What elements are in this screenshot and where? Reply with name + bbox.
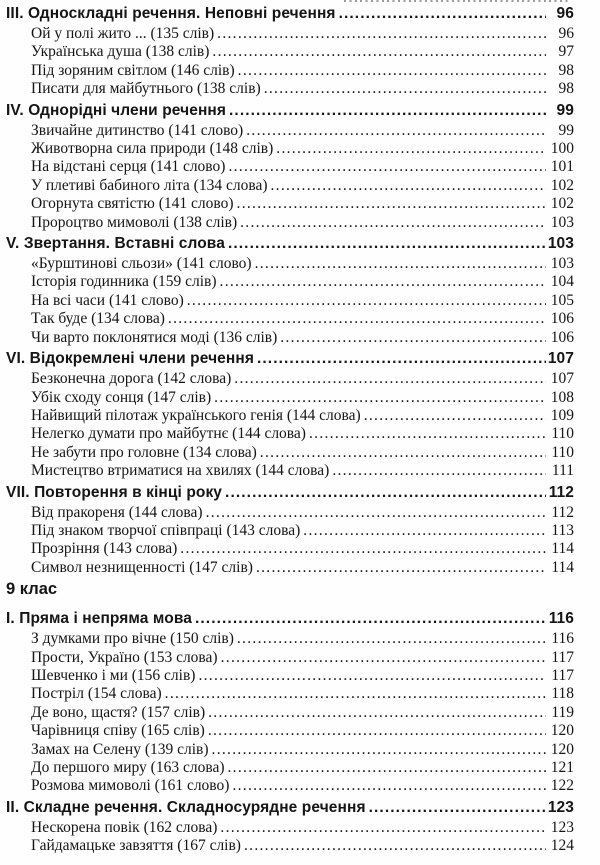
toc-section [6,349,574,480]
dot-leader [240,214,546,232]
toc-item [6,504,574,522]
toc-item-page-number: 103 [550,213,574,231]
section-header-page-number: 116 [548,610,574,628]
toc-item [6,630,574,648]
toc-item [6,389,574,407]
toc-item [6,177,574,195]
toc-item-page-number: 108 [550,388,574,406]
toc-item [6,837,574,855]
toc-section [6,609,574,796]
toc-item-page-number: 102 [550,195,574,213]
toc-item-page-number: 121 [550,759,574,776]
dot-leader [208,722,546,740]
toc-item-page-number: 117 [551,666,574,684]
toc-item [6,195,574,213]
toc-item-title: Мистецтво втриматися на хвилях (144 слова) [31,462,330,480]
toc-item-title: Так буде (134 слова) [31,310,165,328]
dot-leader [237,195,546,213]
dot-leader [228,759,547,777]
section-header [6,234,574,253]
toc-item-title: Постріл (154 слова) [31,685,162,703]
toc-item-title: Чи варто поклонятися моді (136 слів) [31,328,278,346]
section-header-page-number: 103 [547,235,574,253]
section-header-page-number: 107 [547,350,574,368]
toc-section [6,101,574,232]
dot-leader [255,255,546,273]
dot-leader [238,62,546,80]
dot-leader [221,649,546,667]
toc-item-page-number: 104 [550,273,574,291]
toc-item-page-number: 119 [551,703,574,721]
dot-leader [180,540,546,558]
toc-item-page-number: 98 [558,80,574,98]
toc-item-title: Гайдамацьке завзяття (167 слів) [31,837,241,855]
toc-item-page-number: 123 [550,818,574,836]
toc-list [6,4,574,856]
toc-item-page-number: 97 [558,43,574,61]
toc-item-title: Писати для майбутнього (138 слів) [31,80,261,98]
dot-leader [208,704,546,722]
toc-section [6,4,574,99]
toc-item-page-number: 98 [558,61,574,79]
toc-item [6,540,574,558]
toc-item-page-number: 101 [550,158,574,176]
toc-item [6,819,574,837]
toc-item-page-number: 113 [551,521,574,539]
toc-item [6,777,574,795]
toc-item [6,704,574,722]
toc-item-page-number: 105 [550,291,574,309]
section-header-title: II. Складне речення. Складносурядне речення [6,798,366,816]
toc-item [6,329,574,347]
dot-leader [195,609,546,628]
section-header [6,101,574,120]
toc-item-page-number: 110 [551,443,574,461]
dot-leader [217,25,546,43]
toc-item [6,255,574,273]
toc-item-title: На всі часи (141 слово) [31,291,184,309]
toc-item-page-number: 102 [550,176,574,194]
toc-item-page-number: 106 [550,328,574,346]
toc-item [6,522,574,540]
toc-item-title: Шевченко і ми (156 слів) [31,666,196,684]
toc-item-title: У плетиві бабиного літа (134 слова) [31,176,268,194]
toc-item-page-number: 109 [550,406,574,424]
toc-item-title: Українська душа (138 слів) [31,43,210,61]
toc-item [6,370,574,388]
dot-leader [276,140,546,158]
dot-leader [260,444,546,462]
toc-item-title: Нескорена повік (162 слова) [31,818,218,836]
section-header-title: I. Пряма і непряма мова [6,610,192,628]
toc-item [6,214,574,232]
toc-section [6,798,574,856]
toc-item-page-number: 103 [550,255,574,273]
dot-leader [369,798,546,817]
toc-item-title: До першого миру (163 слова) [31,759,225,776]
dot-leader [225,483,546,502]
dot-leader [244,837,546,855]
toc-item-title: Животворна сила природи (148 слів) [31,140,274,158]
toc-item-title: З думками про вічне (150 слів) [31,630,234,648]
toc-item [6,462,574,480]
toc-item-title: Найвищий пілотаж українського генія (144 слова) [31,406,361,424]
toc-item [6,759,574,777]
dot-leader [229,101,546,120]
toc-item-page-number: 100 [550,140,574,158]
toc-item [6,80,574,98]
dot-leader [220,819,546,837]
toc-item-page-number: 117 [551,648,574,666]
toc-section [6,483,574,578]
toc-item-title: Не забути про головне (134 слова) [31,443,257,461]
class-heading: 9 клас [6,580,58,599]
toc-item-page-number: 111 [551,462,574,480]
toc-item-page-number: 116 [551,630,574,648]
toc-item-title: Нелегко думати про майбутнє (144 слова) [31,425,306,443]
section-header [6,798,574,817]
clipped-previous-line [344,0,568,2]
toc-item [6,407,574,425]
toc-item [6,273,574,291]
toc-item-page-number: 114 [551,558,574,576]
dot-leader [228,234,546,253]
toc-item [6,559,574,577]
section-header [6,4,574,23]
toc-item-title: Де воно, щастя? (157 слів) [31,703,206,721]
section-header-page-number: 96 [556,5,574,22]
toc-item [6,122,574,140]
dot-leader [212,43,546,61]
toc-item [6,292,574,310]
section-header-page-number: 99 [556,101,574,119]
section-header [6,349,574,368]
toc-item-page-number: 112 [551,503,574,521]
toc-item-title: Чарівниця співу (165 слів) [31,722,205,740]
toc-item [6,425,574,443]
dot-leader [303,522,546,540]
toc-item [6,685,574,703]
toc-item-title: Пророцтво мимоволі (138 слів) [31,213,238,231]
dot-leader [264,80,546,98]
toc-item [6,741,574,759]
toc-item-page-number: 110 [551,425,574,443]
toc-item [6,43,574,61]
dot-leader [270,177,546,195]
dot-leader [165,685,546,703]
section-header-title: III. Односкладні речення. Неповні речення [6,5,336,22]
toc-item [6,667,574,685]
toc-item [6,722,574,740]
toc-item-title: Під зоряним світлом (146 слів) [31,61,235,79]
toc-item [6,140,574,158]
toc-item-page-number: 118 [551,685,574,703]
toc-item-title: Огорнута святістю (141 слово) [31,195,234,213]
toc-item [6,62,574,80]
toc-item-title: Від пракореня (144 слова) [31,503,203,521]
toc-item-page-number: 124 [550,837,574,855]
dot-leader [309,425,546,443]
toc-item-title: Ой у полі жито ... (135 слів) [31,25,215,42]
dot-leader [234,370,546,388]
toc-item-page-number: 99 [558,121,574,139]
dot-leader [280,329,546,347]
toc-item-title: Прости, Україно (153 слова) [31,648,218,666]
toc-item [6,310,574,328]
section-header [6,609,574,628]
toc-item-title: Убік сходу сонця (147 слів) [31,388,212,406]
dot-leader [364,407,546,425]
dot-leader [198,667,546,685]
toc-item-page-number: 106 [550,310,574,328]
dot-leader [228,158,546,176]
dot-leader [257,349,546,368]
section-header-title: IV. Однорідні члени речення [6,101,227,119]
toc-item-title: Замах на Селену (139 слів) [31,740,209,758]
toc-item-title: Прозріння (143 слова) [31,540,178,558]
dot-leader [206,504,546,522]
toc-item-title: Розмова мимоволі (161 слово) [31,777,230,795]
toc-item-title: Безконечна дорога (142 слова) [31,370,232,388]
toc-item [6,649,574,667]
section-header-page-number: 112 [548,483,574,501]
section-header-page-number: 123 [547,798,574,816]
section-header-title: VII. Повторення в кінці року [6,483,223,501]
dot-leader [339,4,546,23]
dot-leader [214,389,546,407]
dot-leader [237,630,546,648]
dot-leader [332,462,546,480]
toc-item-page-number: 96 [558,25,574,42]
toc-item-page-number: 120 [550,740,574,758]
dot-leader [232,777,546,795]
toc-section [6,234,574,347]
section-header [6,483,574,502]
toc-item-title: Символ незнищенності (147 слів) [31,558,253,576]
toc-item [6,25,574,43]
toc-item-title: На відстані серця (141 слово) [31,158,226,176]
section-header-title: VI. Відокремлені члени речення [6,350,254,368]
toc-item-title: Під знаком творчої співпраці (143 слова) [31,521,301,539]
dot-leader [187,292,546,310]
toc-item-page-number: 120 [550,722,574,740]
toc-item-page-number: 114 [551,540,574,558]
section-header-title: V. Звертання. Вставні слова [6,235,225,253]
toc-item-title: Звичайне дитинство (141 слово) [31,121,244,139]
toc-item-title: «Бурштинові сльози» (141 слово) [31,255,252,273]
toc-item-page-number: 122 [550,777,574,795]
dot-leader [220,273,546,291]
toc-item [6,158,574,176]
dot-leader [212,741,546,759]
toc-item-title: Історія годинника (159 слів) [31,273,217,291]
dot-leader [246,122,546,140]
toc-item-page-number: 107 [550,370,574,388]
dot-leader [256,559,546,577]
toc-item [6,444,574,462]
dot-leader [168,310,546,328]
